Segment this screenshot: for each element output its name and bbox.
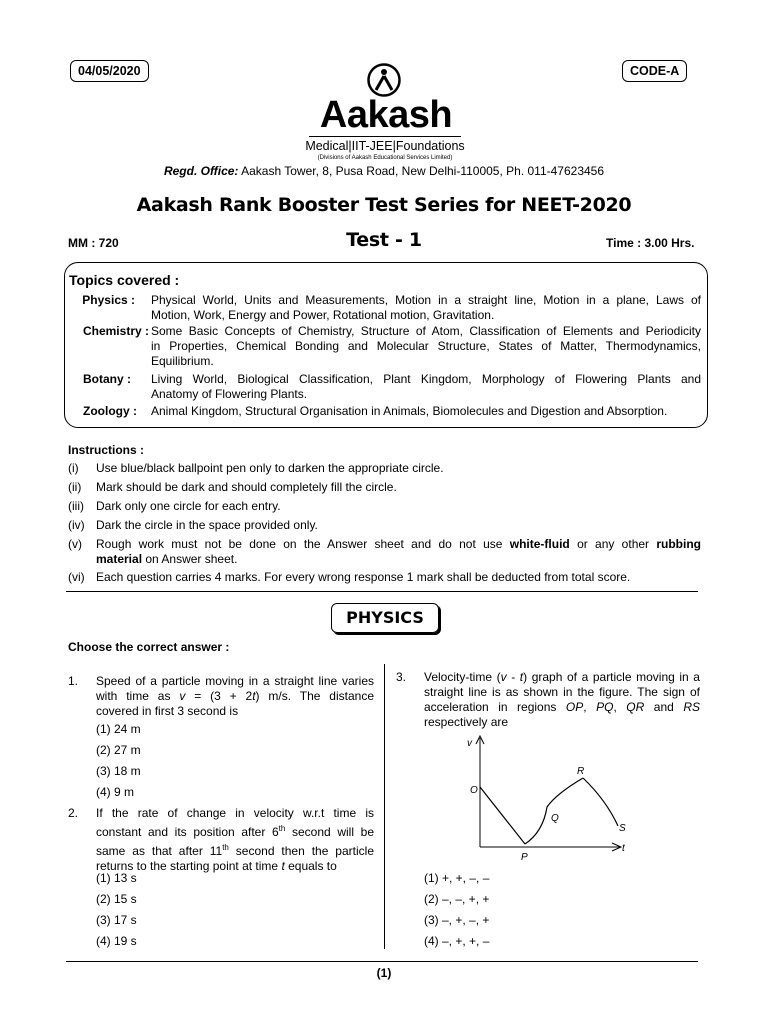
instruction-item: (ii) Mark should be dark and should completely fill the circle. (68, 480, 397, 494)
code-badge: CODE-A (622, 60, 687, 82)
office-address: Regd. Office: Aakash Tower, 8, Pusa Road, New Delhi-110005, Ph. 011-47623456 (163, 164, 605, 178)
q3-option[interactable]: (2) –, –, +, + (424, 892, 490, 906)
q1-option[interactable]: (4) 9 m (96, 785, 135, 799)
point-q-label: Q (551, 813, 559, 824)
instruction-item: (i) Use blue/black ballpoint pen only to darken the appropriate circle. (68, 461, 444, 475)
q3-option[interactable]: (1) +, +, –, – (424, 871, 490, 885)
segment-op (480, 787, 525, 844)
point-s-label: S (619, 823, 626, 834)
q2-option[interactable]: (3) 17 s (96, 913, 137, 927)
instruction-item: (iii) Dark only one circle for each entry. (68, 499, 281, 513)
question-3-text: Velocity-time (v - t) graph of a particle moving in a straight line is as shown in the figure. The sign of acceleration in regions OP, PQ, QR and RS respectively are (424, 670, 700, 729)
q2-option[interactable]: (1) 13 s (96, 871, 137, 885)
choose-answer: Choose the correct answer : (68, 640, 230, 654)
topics-heading: Topics covered : (69, 272, 180, 288)
segment-pq (525, 807, 547, 844)
point-p-label: P (521, 852, 528, 862)
question-1-number: 1. (68, 674, 79, 688)
column-divider (384, 664, 385, 949)
velocity-time-graph (460, 732, 635, 862)
axis-v-label: v (467, 738, 472, 749)
point-r-label: R (577, 766, 585, 777)
q2-option[interactable]: (2) 15 s (96, 892, 137, 906)
date-badge: 04/05/2020 (70, 60, 149, 82)
instruction-item: (iv) Dark the circle in the space provided only. (68, 518, 318, 532)
segment-qr (547, 778, 583, 807)
topics-box: Topics covered : Physics : Physical World, Units and Measurements, Motion in a straight line, Motion in a plane, Laws of Motion, Work, Energy and Power, Rotational motion, Gravitation. Chemistry : Some Basic Concepts of Chemistry, Structure of Atom, Classification of Elements and Periodicity in Properties, Chemical Bonding and Molecular Structure, States of Matter, Thermodynamics, Equilibrium. Botany : Living World, Biological Classification, Plant Kingdom, Morphology of Flowering Plants and Anatomy of Flowering Plants. Zoology : Animal Kingdom, Structural Organisation in Animals, Biomolecules and Digestion and Absorption. (64, 262, 708, 428)
question-2-number: 2. (68, 806, 79, 820)
instruction-item: (vi) Each question carries 4 marks. For every wrong response 1 mark shall be deducted from total score. (68, 570, 631, 584)
q1-option[interactable]: (3) 18 m (96, 764, 141, 778)
q1-option[interactable]: (2) 27 m (96, 743, 141, 757)
instruction-item: (v) Rough work must not be done on the Answer sheet and do not use white-fluid or any other rubbing material on Answer sheet. (68, 537, 701, 566)
brand-tagline: Medical|IIT-JEE|Foundations (305, 139, 465, 153)
brand-name: Aakash (319, 94, 453, 136)
q1-option[interactable]: (1) 24 m (96, 722, 141, 736)
instructions-heading: Instructions : (68, 443, 145, 457)
axis-t-label: t (622, 843, 625, 854)
q3-option[interactable]: (3) –, +, –, + (424, 913, 490, 927)
test-number: Test - 1 (346, 229, 422, 251)
question-2-text: If the rate of change in velocity w.r.t time is constant and its position after 6th second will be same as that after 11th second then the particle returns to the starting point at time t equals to (96, 806, 374, 873)
section-physics: PHYSICS (331, 603, 439, 633)
question-1-text: Speed of a particle moving in a straight line varies with time as v = (3 + 2t) m/s. The distance covered in first 3 second is (96, 674, 374, 718)
max-marks: MM : 720 (68, 236, 119, 250)
time-duration: Time : 3.00 Hrs. (606, 236, 695, 250)
brand-division: (Divisions of Aakash Educational Services Limited) (317, 155, 453, 161)
page-number: (1) (376, 966, 392, 980)
point-o-label: O (470, 785, 478, 796)
question-3-number: 3. (396, 670, 407, 684)
aakash-logo-icon (366, 62, 402, 98)
segment-rs (583, 778, 618, 826)
q3-option[interactable]: (4) –, +, +, – (424, 934, 490, 948)
q2-option[interactable]: (4) 19 s (96, 934, 137, 948)
series-title: Aakash Rank Booster Test Series for NEET-2020 (136, 194, 632, 216)
